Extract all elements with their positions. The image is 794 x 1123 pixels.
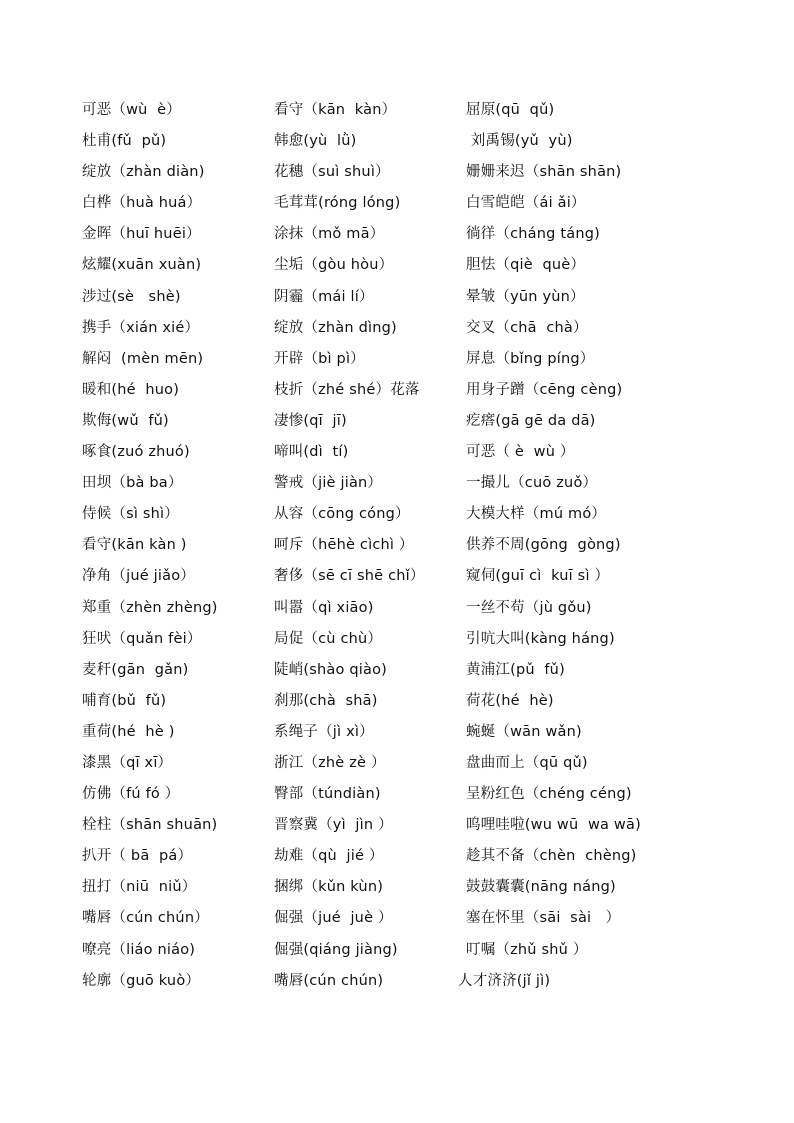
word-entry: 浙江（zhè zè ） bbox=[274, 754, 386, 771]
word-entry: 净角（jué jiǎo） bbox=[82, 568, 195, 585]
word-entry: 韩愈(yù lǜ) bbox=[274, 133, 357, 150]
word-entry: 啼叫(dì tí) bbox=[274, 444, 349, 461]
word-entry: 呜哩哇啦(wu wū wa wā) bbox=[466, 817, 641, 834]
word-entry: 倔强（jué juè ） bbox=[274, 910, 393, 927]
word-entry: 欺侮(wǔ fǔ) bbox=[82, 412, 169, 429]
word-entry: 鼓鼓囊囊(nāng náng) bbox=[466, 879, 616, 896]
word-entry: 侍候（sì shì） bbox=[82, 506, 179, 523]
word-entry: 倔强(qiáng jiàng) bbox=[274, 941, 398, 958]
word-column-2 bbox=[274, 95, 474, 997]
word-entry: 胆怯（qiè què） bbox=[466, 257, 586, 274]
word-entry: 荷花(hé hè) bbox=[466, 692, 554, 709]
word-entry: 刘禹锡(yǔ yù) bbox=[466, 133, 573, 150]
word-entry: 白桦（huà huá） bbox=[82, 195, 202, 212]
word-entry: 供养不周(gōng gòng) bbox=[466, 537, 621, 554]
word-entry: 栓柱（shān shuān) bbox=[82, 817, 218, 834]
word-entry: 看守(kān kàn ) bbox=[82, 537, 187, 554]
word-entry: 麦秆(gān gǎn) bbox=[82, 661, 189, 678]
word-entry: 轮廓（guō kuò） bbox=[82, 972, 201, 989]
word-entry: 徜徉（cháng táng) bbox=[466, 226, 600, 243]
word-entry: 绽放（zhàn diàn) bbox=[82, 164, 205, 181]
word-entry: 晕皱（yūn yùn） bbox=[466, 288, 585, 305]
word-entry: 嘴唇(cún chún) bbox=[274, 972, 384, 989]
word-entry: 用身子蹭（cēng cèng) bbox=[466, 381, 623, 398]
word-entry: 系绳子（jì xì） bbox=[274, 723, 374, 740]
word-entry: 一丝不苟（jù gǒu) bbox=[466, 599, 592, 616]
word-entry: 盘曲而上（qū qǔ) bbox=[466, 754, 588, 771]
word-entry: 绽放（zhàn dìng) bbox=[274, 319, 397, 336]
word-entry: 解闷 (mèn mēn) bbox=[82, 350, 204, 367]
word-entry: 毛茸茸(róng lóng) bbox=[274, 195, 401, 212]
word-column-1 bbox=[82, 95, 282, 997]
word-entry: 炫耀(xuān xuàn) bbox=[82, 257, 202, 274]
word-entry: 看守（kān kàn） bbox=[274, 102, 397, 118]
word-entry: 屏息（bǐng píng） bbox=[466, 350, 595, 367]
word-entry: 携手（xián xié） bbox=[82, 319, 200, 336]
word-entry: 狂吠（quǎn fèi） bbox=[82, 630, 202, 647]
word-entry: 姗姗来迟（shān shān) bbox=[466, 164, 622, 181]
word-entry: 啄食(zuó zhuó) bbox=[82, 444, 190, 461]
word-entry: 嘴唇（cún chún） bbox=[82, 910, 209, 927]
word-entry: 刹那(chà shā) bbox=[274, 692, 378, 709]
word-entry: 白雪皑皑（ái ǎi） bbox=[466, 195, 586, 212]
word-entry: 黄浦江(pǔ fǔ) bbox=[466, 661, 565, 678]
word-entry: 漆黑（qī xī） bbox=[82, 754, 173, 771]
word-entry: 田坝（bà ba） bbox=[82, 475, 183, 492]
word-entry: 呵斥（hēhè cìchì ） bbox=[274, 537, 414, 554]
word-entry: 臀部（túndiàn) bbox=[274, 786, 381, 803]
word-entry: 涉过(sè shè) bbox=[82, 288, 181, 305]
word-entry: 可恶（ è wù ） bbox=[466, 444, 575, 461]
word-entry: 暖和(hé huo) bbox=[82, 381, 180, 398]
word-entry: 扒开（ bā pá） bbox=[82, 848, 193, 865]
word-entry: 枝折（zhé shé）花落 bbox=[274, 381, 420, 398]
word-entry: 阴霾（mái lí） bbox=[274, 288, 374, 305]
word-entry: 呈粉红色（chéng céng) bbox=[466, 786, 632, 803]
word-entry: 引吭大叫(kàng háng) bbox=[466, 630, 615, 647]
word-entry: 嘹亮（liáo niáo) bbox=[82, 941, 196, 958]
word-entry: 捆绑（kǔn kùn) bbox=[274, 879, 384, 896]
word-entry: 涂抹（mǒ mā） bbox=[274, 226, 385, 243]
word-entry: 警戒（jiè jiàn） bbox=[274, 475, 383, 492]
word-entry: 花穗（suì shuì） bbox=[274, 164, 390, 181]
word-entry: 尘垢（gòu hòu） bbox=[274, 257, 394, 274]
word-entry: 一撮儿（cuō zuǒ） bbox=[466, 475, 598, 492]
word-entry: 郑重（zhèn zhèng) bbox=[82, 599, 218, 616]
word-entry: 疙瘩(gā gē da dā) bbox=[466, 412, 596, 429]
word-entry: 塞在怀里（sāi sài ） bbox=[466, 910, 621, 927]
word-entry: 叮嘱（zhǔ shǔ ） bbox=[466, 941, 588, 958]
word-entry: 陡峭(shào qiào) bbox=[274, 661, 388, 678]
word-entry: 可恶（wù è） bbox=[82, 102, 181, 118]
word-entry: 屈原(qū qǔ) bbox=[466, 102, 555, 118]
word-entry: 从容（cōng cóng） bbox=[274, 506, 410, 523]
word-entry: 大模大样（mú mó） bbox=[466, 506, 607, 523]
word-entry: 蜿蜒（wān wǎn) bbox=[466, 723, 582, 740]
word-entry: 凄惨(qī jī) bbox=[274, 412, 347, 429]
word-entry: 交叉（chā chà） bbox=[466, 319, 588, 336]
word-entry: 劫难（qù jié ） bbox=[274, 848, 384, 865]
word-entry: 窥伺(guī cì kuī sì ） bbox=[466, 568, 610, 585]
word-entry: 人才济济(jǐ jì) bbox=[458, 972, 551, 989]
word-entry: 局促（cù chù） bbox=[274, 630, 383, 647]
word-entry: 重荷(hé hè ) bbox=[82, 723, 175, 740]
word-entry: 奢侈（sē cī shē chǐ） bbox=[274, 568, 425, 585]
word-entry: 扭打（niū niǔ） bbox=[82, 879, 197, 896]
word-entry: 哺育(bǔ fǔ) bbox=[82, 692, 167, 709]
word-entry: 仿佛（fú fó ） bbox=[82, 786, 180, 803]
word-entry: 晋察冀（yì jìn ） bbox=[274, 817, 393, 834]
word-column-3 bbox=[458, 95, 666, 997]
word-entry: 金晖（huī huēi） bbox=[82, 226, 201, 243]
word-entry: 杜甫(fǔ pǔ) bbox=[82, 133, 167, 150]
word-entry: 叫嚣（qì xiāo) bbox=[274, 599, 374, 616]
word-entry: 趁其不备（chèn chèng) bbox=[466, 848, 637, 865]
word-entry: 开辟（bì pì） bbox=[274, 350, 365, 367]
